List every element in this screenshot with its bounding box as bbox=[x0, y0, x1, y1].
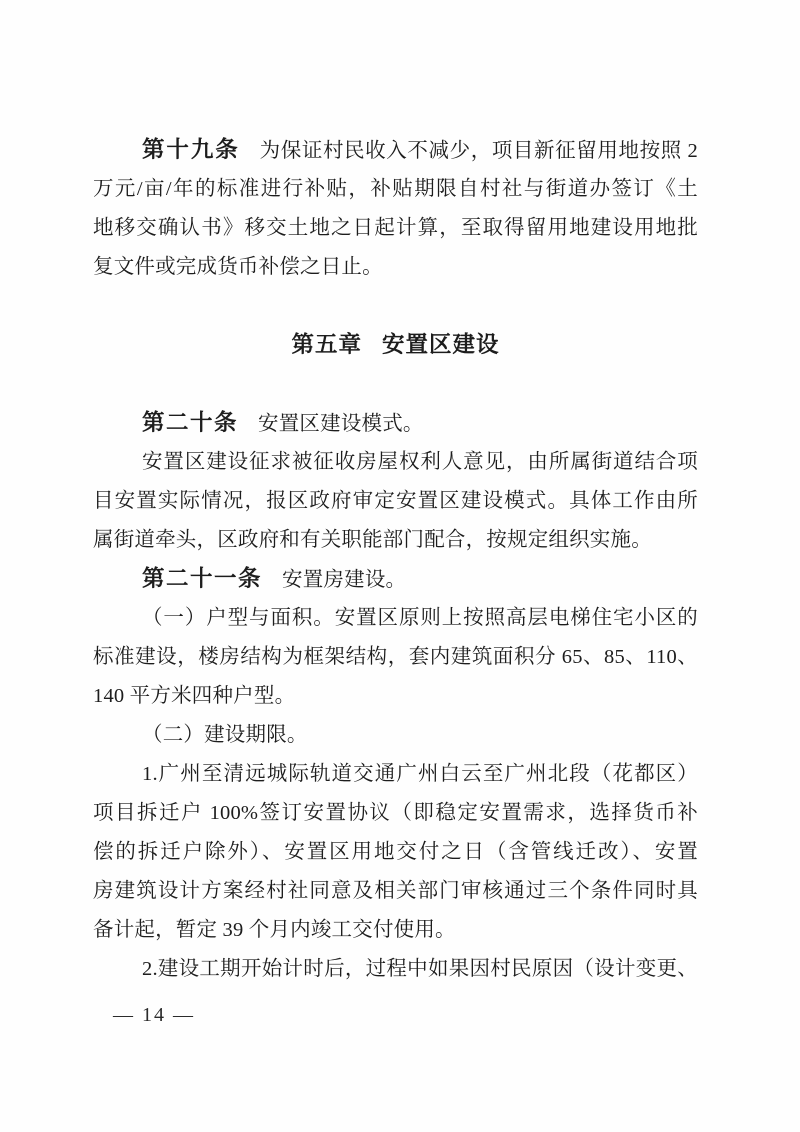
paragraph-article-20 bbox=[93, 404, 698, 560]
article-21-item-2-heading: （二）建设期限。 bbox=[142, 724, 308, 746]
article-19-line-3: 地移交确认书》移交土地之日起计算，至取得留用地建设用地批 bbox=[93, 217, 698, 239]
article-21-item-2-p1-line-4: 房建筑设计方案经村社同意及相关部门审核通过三个条件同时具 bbox=[93, 880, 698, 902]
article-21-item-1-line-1: （一）户型与面积。安置区原则上按照高层电梯住宅小区的 bbox=[142, 607, 698, 629]
article-21-item-2-p1-line-2: 项目拆迁户 100%签订安置协议（即稳定安置需求，选择货币补 bbox=[93, 802, 698, 824]
chapter-number: 第五章 bbox=[291, 332, 362, 358]
article-21-item-1-line-2: 标准建设，楼房结构为框架结构，套内建筑面积分 65、85、110、 bbox=[93, 646, 698, 668]
page-number: — 14 — bbox=[113, 1004, 195, 1026]
article-21-heading bbox=[93, 560, 698, 599]
article-19-line-4: 复文件或完成货币补偿之日止。 bbox=[93, 256, 383, 278]
article-19-line-2: 万元/亩/年的标准进行补贴，补贴期限自村社与街道办签订《土 bbox=[93, 178, 698, 200]
article-21-title: 安置房建设。 bbox=[282, 569, 407, 591]
article-21-item-2-p1-line-1: 1.广州至清远城际轨道交通广州白云至广州北段（花都区） bbox=[142, 763, 698, 785]
chapter-title: 安置区建设 bbox=[382, 332, 500, 358]
paragraph-article-21 bbox=[93, 560, 698, 989]
chapter-5-heading bbox=[93, 326, 698, 365]
article-20-line-2: 目安置实际情况，报区政府审定安置区建设模式。具体工作由所 bbox=[93, 490, 698, 512]
article-19-text-1: 为保证村民收入不减少，项目新征留用地按照 2 bbox=[259, 140, 698, 162]
article-19-label: 第十九条 bbox=[142, 137, 240, 163]
article-20-title: 安置区建设模式。 bbox=[258, 413, 424, 435]
article-20-line-1: 安置区建设征求被征收房屋权利人意见，由所属街道结合项 bbox=[142, 451, 698, 473]
article-21-item-2-p1-line-5: 备计起，暂定 39 个月内竣工交付使用。 bbox=[93, 919, 456, 941]
article-20-label: 第二十条 bbox=[142, 410, 239, 436]
article-20-heading bbox=[93, 404, 698, 443]
article-19-line-1 bbox=[93, 131, 698, 170]
article-21-item-2-p2-line-1: 2.建设工期开始计时后，过程中如果因村民原因（设计变更、 bbox=[142, 958, 698, 980]
article-21-item-1-line-3: 140 平方米四种户型。 bbox=[93, 685, 296, 707]
article-20-line-3: 属街道牵头，区政府和有关职能部门配合，按规定组织实施。 bbox=[93, 529, 652, 551]
document-body bbox=[93, 131, 698, 989]
article-21-label: 第二十一条 bbox=[142, 566, 263, 592]
paragraph-article-19 bbox=[93, 131, 698, 287]
article-21-item-2-p1-line-3: 偿的拆迁户除外）、安置区用地交付之日（含管线迁改）、安置 bbox=[93, 841, 698, 863]
